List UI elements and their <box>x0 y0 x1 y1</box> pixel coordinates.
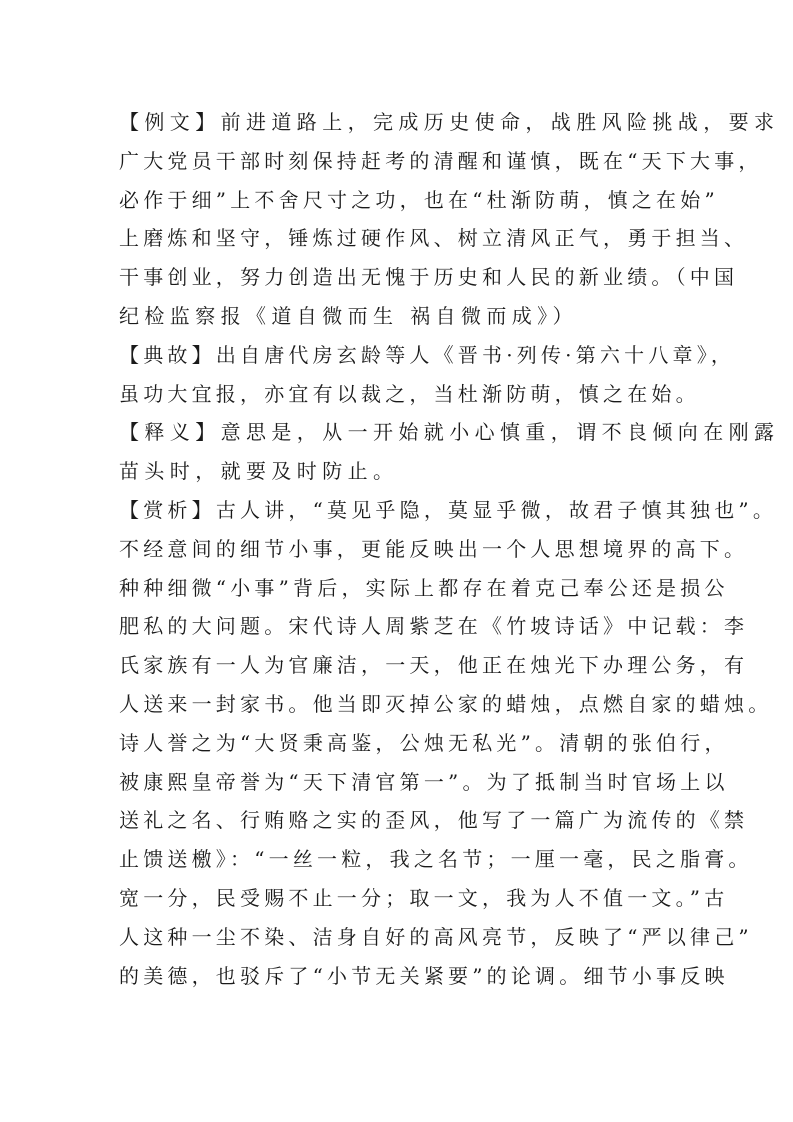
text-line: 人送来一封家书。他当即灭掉公家的蜡烛，点燃自家的蜡烛。 <box>119 691 773 716</box>
section-label-example: 【例文】 <box>119 110 221 134</box>
text-line: 不经意间的细节小事，更能反映出一个人思想境界的高下。 <box>119 536 749 561</box>
text-line: 肥私的大问题。宋代诗人周紫芝在《竹坡诗话》中记载：李 <box>119 614 749 639</box>
text-line: 干事创业，努力创造出无愧于历史和人民的新业绩。（中国 <box>119 265 739 290</box>
text-line: 的美德，也驳斥了“小节无关紧要”的论调。细节小事反映 <box>119 963 729 988</box>
text-line: 人这种一尘不染、洁身自好的高风亮节，反映了“严以律己” <box>119 924 753 949</box>
document-page <box>119 103 780 995</box>
text-line: 上磨炼和坚守，锤炼过硬作风、树立清风正气，勇于担当、 <box>119 226 749 251</box>
section-label-meaning: 【释义】 <box>119 420 221 445</box>
section-label-appreciation: 【赏析】 <box>119 497 216 522</box>
section-label-allusion: 【典故】 <box>119 342 216 367</box>
text-line: 送礼之名、行贿赂之实的歪风，他写了一篇广为流传的《禁 <box>119 808 749 833</box>
text-line: 纪检监察报《道自微而生 祸自微而成》） <box>119 303 578 328</box>
text-line: 止馈送檄》：“一丝一粒，我之名节；一厘一毫，民之脂膏。 <box>119 847 753 872</box>
text-line: 虽功大宜报，亦宜有以裁之，当杜渐防萌，慎之在始。 <box>119 381 700 406</box>
text-line: 【释义】意思是，从一开始就小心慎重，谓不良倾向在刚露 <box>119 420 780 445</box>
text-line: 广大党员干部时刻保持赶考的清醒和谨慎，既在“天下大事， <box>119 148 763 173</box>
text-line: 【例文】前进道路上，完成历史使命，战胜风险挑战，要求 <box>119 110 780 134</box>
text-line: 【赏析】古人讲，“莫见乎隐，莫显乎微，故君子慎其独也”。 <box>119 497 778 522</box>
text-line: 诗人誉之为“大贤秉高鉴，公烛无私光”。清朝的张伯行， <box>119 730 729 755</box>
text-line: 必作于细”上不舍尺寸之功，也在“杜渐防萌，慎之在始” <box>119 187 719 212</box>
text-line: 【典故】出自唐代房玄龄等人《晋书·列传·第六十八章》， <box>119 342 736 367</box>
text-line: 苗头时，就要及时防止。 <box>119 459 399 484</box>
text-line: 宽一分，民受赐不止一分；取一文，我为人不值一文。”古 <box>119 885 729 910</box>
text-line: 被康熙皇帝誉为“天下清官第一”。为了抵制当时官场上以 <box>119 769 729 794</box>
text-line: 氏家族有一人为官廉洁，一天，他正在烛光下办理公务，有 <box>119 653 749 678</box>
text-line: 种种细微“小事”背后，实际上都存在着克己奉公还是损公 <box>119 575 729 600</box>
